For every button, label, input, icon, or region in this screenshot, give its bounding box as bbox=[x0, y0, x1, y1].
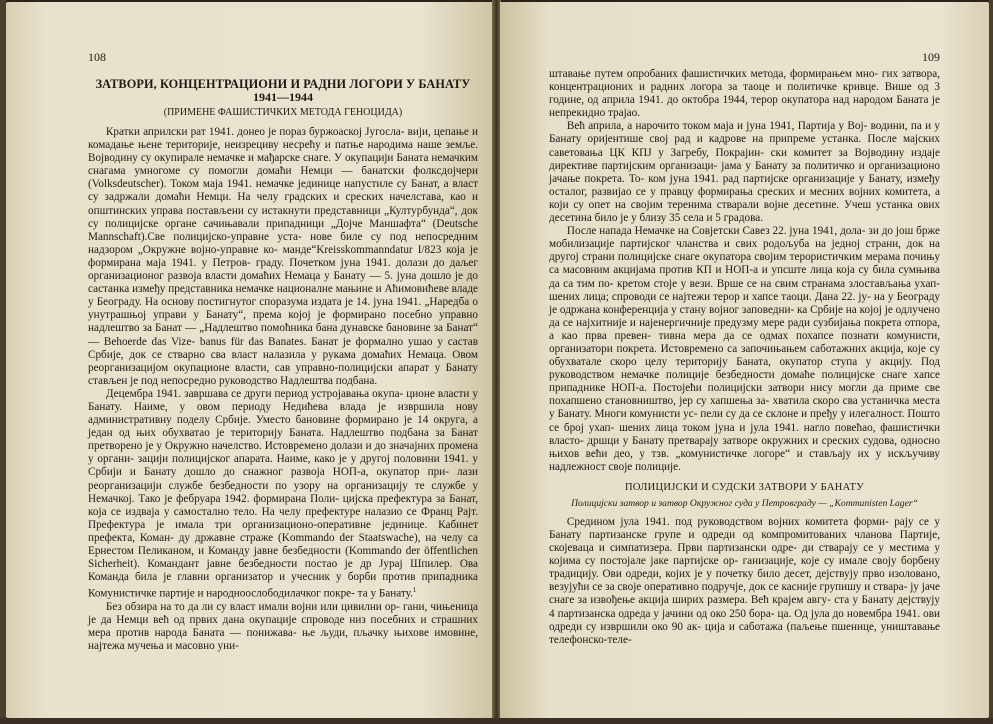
paragraph: Средином јула 1941. под руководством војних комитета форми- рају се у Банату партизанске групе и одреди од компромитованих чланова Партије, скојевaца и симпатизера. Први партизански одре- ди стварају се у местима у којима су постојале јаке партијске ор- ганизације, које су имале своју борбену традицију. Ови одреди, којих је у почетку било десет, дејствују прво изоловано, везујући се за своје оперативно подручје, док се касније групишу и ствара- ју јаче снаге за извођење акција ширих размера. Већ крајем авгу- ста у Банату дејствују 4 партизанска одреда у јачини од око 250 бора- ца. Од јула до новембра 1941. ови одреди су извршили око 90 ак- ција и саботажа (паљење пшенице, уништавање телефонско-теле- bbox=[549, 515, 940, 646]
footnote-marker: 1 bbox=[412, 586, 417, 595]
section-subheading: Полицијски затвор и затвор Окружног суда у Петровграду — „Kommunisten Lager“ bbox=[571, 497, 918, 509]
paragraph: Већ априла, а нарочито током маја и јуна 1941, Партија у Вој- водини, па и у Банату оријентише свој рад и кадрове на припреме устанка. После мајских саветовања ЦК КПЈ у Загребу, Покрајин- ски комитет за Војводину издаје директиве партијским организаци- јама у Банату за политичко и организационо јачање покрета. То- ком јуна 1941. рад партијске организације у Банату, између осталог, развијао се у правцу формирања среских и месних војних комитета, а који су опет на своjим теренима стварали војне десетине. Учеш устанка ових десетина било је у близу 35 села и 5 градова. bbox=[549, 120, 940, 225]
paragraph: Децембра 1941. завршава се други период устројавања окупа- ционе власти у Банату. Наиме, у овом периоду Недићева влада је извршила нову административну поделу Србије. Уместо бановине формирано је 14 округа, а један од њих обухватао је територију Баната. Надлештво подбана за Банат претворено је у Окружно начелство. Истовремено долази и до значајних промена у органи- зацији полицијског апарата. Наиме, како је у другој половини 1941. у Србији и Банату дошло до снажног развоја НОП-а, окупатор при- лази реорганизацији службе безбедности по узору на организацију те службе у Немачкој. Тако је фебруара 1942. формирана Поли- цијска префектура за Банат, која се издваја у самостално тело. На челу префектуре налазио се Франц Рајт. Префектура је имала три организационо-оперативне јединице. Кабинет префекта, Коман- ду државне страже (Kommando der Staatswache), на челу са Ернестом Пеликаном, и Команду јавне безбедности (Kommando der öffentlichen Sicherheit). Командант јавне безбедности постао је др Јурај Шпилер. Ова Команда била је главни организатор и учесник у борби против припадника Комунистичке партије и народноослободилачког покре- та у Банату.$^1$ bbox=[88, 387, 478, 601]
book-edge-right bbox=[989, 0, 993, 724]
page-number-right: 109 bbox=[922, 50, 940, 64]
right-page bbox=[500, 2, 989, 718]
chapter-title: ЗАТВОРИ, КОНЦЕНТРАЦИОНИ И РАДНИ ЛОГОРИ У БАНАТУ bbox=[95, 77, 471, 91]
chapter-years: 1941—1944 bbox=[253, 90, 313, 104]
book-edge-bottom bbox=[0, 718, 993, 724]
right-page-content bbox=[549, 68, 940, 647]
section-heading: ПОЛИЦИЈСКИ И СУДСКИ ЗАТВОРИ У БАНАТУ bbox=[624, 481, 865, 493]
paragraph: штавање путем опробаних фашистичких метода, формирањем мно- гих затвора, концентрационих и радних логора за таоце и политичке кривце. Више од 3 године, од априла 1941. до октобра 1944, терор окупатора над народом Баната је непрекидно трајао. bbox=[549, 68, 940, 120]
paragraph: После напада Немачке на Совјетски Савез 22. јуна 1941, дола- зи до још брже мобилизације партијског чланства и свих родољуба на једној страни, док на другој страни полицијске снаге окупатора својим терористичким мерама почињу са масовним акцијама против КП и НОП-а и упсште лица која су била сумњива да са тим по- кретом стоје у вези. Врше се на свим странама злостављања ухап- шених лица; спроводи се најтежи терор и хапсе таоци. Дана 22. ју- на у Београду је одржана конференција у стану војног заповедни- ка Србије на којој је одлучено да се најхитније и најенергичније предузму мере ради сузбијања покрета отпора, а као прва превен- тивна мера да се одмах похапсе познати комунисти, организатори покрета. Истовремено са започињањем саботажних акција, које су обухватале скоро целу територију Баната, окупатор ступа у акцију. Под руководством немачке полиције безбедности домаће полицијске снаге хапсе припаднике НОП-а. Постојећи полицијски затвори нису могли да приме све похапшено становништво, јер су хапшења за- хватила скоро сва устаничка места у Банату. Многи комунисти ус- пели су да се склоне и пређу у илегалност. Пошто се број ухап- шених лица током јуна и јула 1941. нагло повећао, фашистички власто- дршци у Банату претварају затворе окружних и среских судова, односно њихов већи део, у тзв. „комунистичке логоре“ и стављају их у искључиву надлежност своје полиције. bbox=[549, 225, 940, 473]
paragraph: Кратки априлски рат 1941. донео је пораз буржоаској Југосла- вији, цепање и комадање њене територије, неизрециву несрећу и патње народима наше земље. Војводину су окупирале немачке и мађарске снаге. У окупацији Баната немачким снагама умногоме су помогли домаћи Немци — банатски фолксдојчери (Volksdeutscher). Током маја 1941. немачке јединице напустиле су Банат, а власт су задржали домаћи Немци. На челу градских и среских начелстава, као и општинских управа постављени су истакнути представници „Културбунда“, док су полицијске органе сачињавали припадници „Дојче Маншафта“ (Deutsche Mannschaft).Све полицијско-управне уста- нове биле су под непосредним надзором „Окружне војно-управне ко- манде“Kreisskommanndatur I/823 која је формирана маја 1941. у Петров- граду. Почетком јуна 1941. долази до даљег организационог развоја власти домаћих Немаца у Банату — 5. јуна дошло је до састанка између представника немачке националне мањине и Аћимовићеве владе у Београду. На основу постигнутог споразума издата је 14. јуна 1941. „Наредба о унутрашњој управи у Банату“, према којој је формирано посебно управно надлештво за Банат — „Надлештво помоћника бана дунавске бановине за Банат“ — Behoerde das Vize- banus für das Banates. Банат је формално ушао у састав Србије, док се стварно сва власт налазила у рукама домаћих Немаца. Овом реорганизацијом окупационе власти, сав управно-полицијски апарат у Банату стављен је под непосредно руководство Надлештва подбана. bbox=[88, 126, 478, 387]
page-number-left: 108 bbox=[88, 50, 106, 64]
left-page-content bbox=[88, 48, 478, 653]
chapter-subtitle: (ПРИМЕНЕ ФАШИСТИЧКИХ МЕТОДА ГЕНОЦИДА) bbox=[163, 107, 403, 118]
paragraph: Без обзира на то да ли су власт имали војни или цивилни ор- гани, чињеница је да Немци већ од првих дана окупације спроводе низ посебних и страшних мера против народа Баната — понижава- ње људи, пљачку њихове имовине, најтежа мучења и масовно уни- bbox=[88, 601, 478, 653]
left-page bbox=[6, 2, 493, 718]
